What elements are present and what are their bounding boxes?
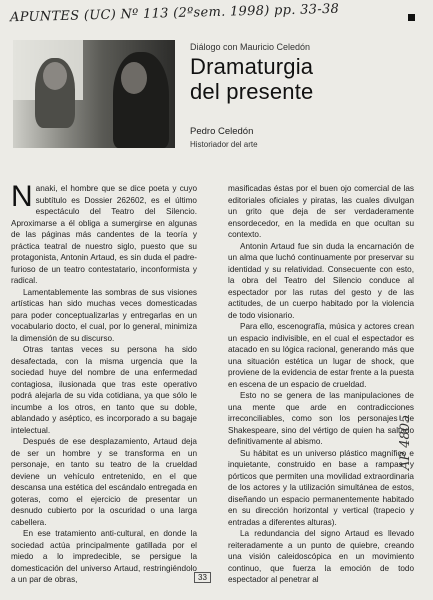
paragraph: Antonin Artaud fue sin duda la encarnación de un alma que luchó continuamente por preservar su identidad y su relatividad. Consecuente con esto, la obra del Teatro del Silencio conduce al espectador por las rutas del gesto y de las actitudes, de un cuerpo habitado por la violencia de todo visionario. [228, 241, 414, 320]
author-role: Historiador del arte [190, 140, 258, 149]
author-name: Pedro Celedón [190, 126, 254, 137]
paragraph: Esto no se genera de las manipulaciones de una mente que arde en contradicciones irreconciliables, como son los personajes de Shakespeare, sino del vértigo de quien ha saltado definitivamente al abismo. [228, 391, 414, 446]
title-line-1: Dramaturgia [190, 54, 314, 79]
paragraph: Para ello, escenografía, música y actores crean un espacio indivisible, en el cual el espectador es atacado en su lógica racional, generando más que una situación estética un lugar de shock, que proviene de la evidencia de estar frente a la puesta en escena de un espacio de crueldad. [228, 322, 414, 389]
paragraph: Lamentablemente las sombras de sus visiones artísticas han sido muchas veces domesticadas para poder conceptualizarlas y entregarlas en un vocabulario docto, el cual, por lo general, minimiza la dimensión de su discurso. [11, 287, 197, 343]
paragraph [11, 180, 197, 287]
paragraph-text: anaki, el hombre que se dice poeta y cuyo subtítulo es Dossier 262602, es el último espectáculo del Teatro del Silencio. Aproximarse a él obliga a sumergirse en algunas de las páginas más candentes de la teoría y práctica teatral de nuestro siglo, puesto que su protagonista, Antonin Artaud, es sin duda el padre-furioso de un teatro contestatario, inconformista y radical. [11, 184, 197, 285]
text-column-left [11, 180, 197, 586]
handwritten-margin-note: AP 4805 [398, 414, 413, 470]
article-photo [13, 40, 175, 148]
article-kicker: Diálogo con Mauricio Celedón [190, 42, 311, 52]
paragraph: Otras tantas veces su persona ha sido desafectada, con la misma urgencia que la sociedad huye del nombre de una enfermedad contagiosa, ilusionada que tras este operativo podrá alejarla de su vida cotidiana, ya que sólo le incumbe a los otros, en tanto que su doble, ablandado y aséptico, es incorporado a su bagaje intelectual. [11, 345, 197, 435]
paragraph: Su hábitat es un universo plástico magnífico e inquietante, construido en base a rampas y pórticos que permiten una movilidad extraordinaria de los actores y la utilización simultánea de estos, diseñando un espacio permanentemente habitado en su dirección horizontal y vertical (trapecio y entradas a diferentes alturas). [228, 448, 414, 527]
article-title [190, 54, 314, 104]
page-number: 33 [194, 572, 211, 583]
paragraph: masificadas éstas por el buen ojo comercial de las editoriales oficiales y piratas, las cuales divulgan un grito que deja de ser verdaderamente ensordecedor, en la medida en que ocultan su contexto. [228, 184, 414, 239]
text-column-right [228, 183, 414, 586]
paragraph: La redundancia del signo Artaud es llevado reiteradamente a un punto de quiebre, creando una visión caleidoscópica en un movimiento continuo, que fuerza la emoción de todo espectador al penetrar al [228, 529, 414, 584]
paragraph: Después de ese desplazamiento, Artaud deja de ser un hombre y se transforma en un personaje, en tanto su teatro de la crueldad deviene un vehículo entretenido, en el que descansa una estética del escándalo entregada en goteras, como el ejercicio de presentar un desnudo cubierto por la oscuridad o una larga cabellera. [11, 437, 197, 527]
drop-cap: N [11, 180, 33, 213]
handwritten-citation: APUNTES (UC) Nº 113 (2ºsem. 1998) pp. 33-38 [9, 1, 340, 26]
title-line-2: del presente [190, 79, 314, 104]
paragraph: En ese tratamiento anti-cultural, en donde la sociedad actúa principalmente gatillada por el miedo a lo impredecible, se persigue la domesticación del universo Artaud, restringiéndolo a un par de obras, [11, 529, 197, 584]
corner-marker [408, 14, 415, 21]
